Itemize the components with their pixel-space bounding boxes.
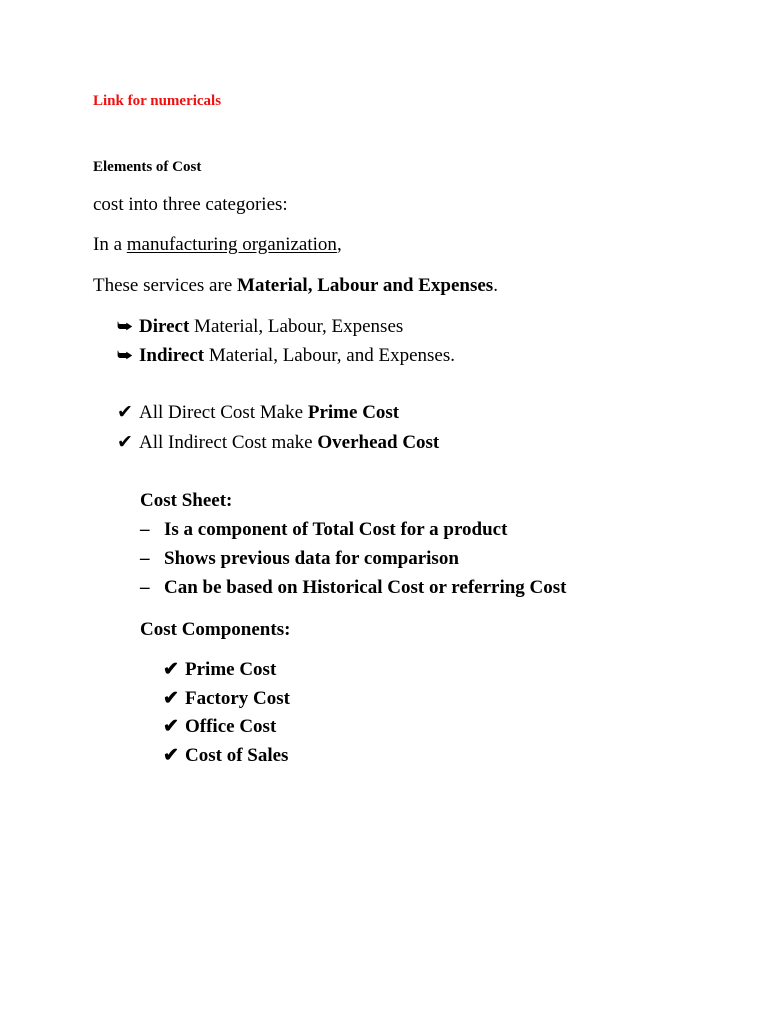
check-item-bold: Overhead Cost: [317, 432, 440, 453]
cost-sheet-item-text: Is a component of Total Cost for a product: [164, 519, 508, 540]
arrow-item-bold: Direct: [139, 316, 190, 337]
checkmark-icon: ✔: [163, 716, 179, 737]
arrow-item-text: Material, Labour, Expenses: [189, 316, 404, 337]
checkmark-icon: ✔: [117, 432, 133, 453]
check-list-item: [117, 403, 399, 422]
check-item-text: All Indirect Cost make: [139, 432, 318, 453]
dash-bullet: –: [140, 548, 150, 569]
services-bold-text: Material, Labour and Expenses: [237, 275, 494, 296]
checkmark-icon: ✔: [163, 659, 179, 680]
cost-sheet-item: [140, 578, 567, 597]
para3-prefix: These services are: [93, 275, 238, 296]
cost-component-text: Factory Cost: [185, 688, 290, 709]
cost-sheet-item: [140, 520, 507, 539]
dash-bullet: –: [140, 577, 150, 598]
cost-sheet-item-text: Shows previous data for comparison: [164, 548, 459, 569]
cost-sheet-title: Cost Sheet:: [140, 490, 233, 511]
cost-component-text: Office Cost: [185, 716, 277, 737]
check-list-item: [117, 433, 439, 452]
section-title: Elements of Cost: [93, 159, 202, 175]
dash-bullet: –: [140, 519, 150, 540]
para2-prefix: In a: [93, 234, 127, 255]
arrow-list-item: [117, 317, 403, 336]
cost-sheet-item: [140, 549, 459, 568]
check-item-text: All Direct Cost Make: [139, 402, 308, 423]
para3-suffix: .: [493, 275, 498, 296]
checkmark-icon: ✔: [163, 688, 179, 709]
cost-component-item: [163, 717, 276, 736]
link-for-numericals[interactable]: Link for numericals: [93, 93, 222, 109]
arrow-list-item: [117, 346, 455, 365]
paragraph-categories: cost into three categories:: [93, 194, 288, 215]
cost-component-item: [163, 746, 288, 765]
manufacturing-organization-text: manufacturing organization: [126, 234, 337, 255]
arrow-bullet-icon: ⮩: [117, 346, 133, 365]
arrow-item-bold: Indirect: [139, 345, 205, 366]
cost-component-text: Prime Cost: [185, 659, 277, 680]
checkmark-icon: ✔: [117, 402, 133, 423]
arrow-item-text: Material, Labour, and Expenses.: [204, 345, 455, 366]
paragraph-manufacturing: [93, 235, 342, 254]
cost-components-title: Cost Components:: [140, 619, 291, 640]
checkmark-icon: ✔: [163, 745, 179, 766]
paragraph-services: [93, 276, 498, 295]
cost-component-text: Cost of Sales: [185, 745, 289, 766]
cost-component-item: [163, 689, 290, 708]
cost-component-item: [163, 660, 276, 679]
para2-suffix: ,: [336, 234, 342, 255]
cost-sheet-item-text: Can be based on Historical Cost or referring Cost: [164, 577, 567, 598]
check-item-bold: Prime Cost: [307, 402, 400, 423]
arrow-bullet-icon: ⮩: [117, 317, 133, 336]
